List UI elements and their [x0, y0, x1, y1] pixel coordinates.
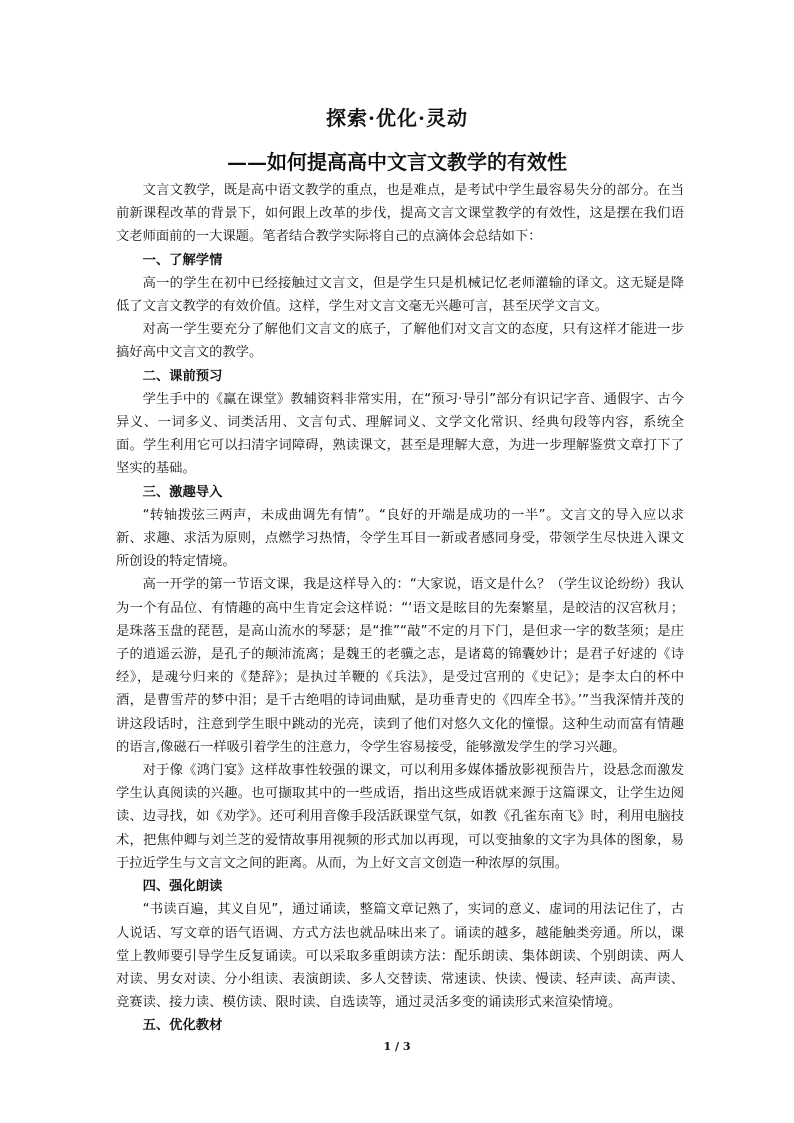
page-number: 1 / 3 — [383, 1040, 411, 1053]
section-2-paragraph-1: 学生手中的《赢在课堂》教辅资料非常实用，在“预习·导引”部分有识记字音、通假字、古今异义、一词多义、词类活用、文言句式、理解词义、文学文化常识、经典句段等内容，系统全面。学生利用它可以扫清字词障碍，熟读课文，甚至是理解大意，为进一步理解鉴赏文章打下了坚实的基础。 — [116, 391, 684, 477]
document-subtitle: ——如何提高高中文言文教学的有效性 — [227, 150, 567, 174]
section-1-paragraph-1: 高一的学生在初中已经接触过文言文，但是学生只是机械记忆老师灌输的译文。这无疑是降低了文言文教学的有效价值。这样，学生对文言文毫无兴趣可言，甚至厌学文言文。 — [116, 275, 684, 315]
section-heading-5: 五、优化教材 — [142, 1018, 223, 1034]
section-3-paragraph-2: 高一开学的第一节语文课，我是这样导入的：“大家说，语文是什么？（学生议论纷纷）我认为一个有品位、有情趣的高中生肯定会这样说：“‘语文是眩目的先秦繁星，是皎洁的汉宫秋月；是珠落玉盘的琵琶，是高山流水的琴瑟；是“推”“敲”不定的月下门，是但求一字的数茎须；是庄子的逍遥云游，是孔子的颠沛流离；是魏王的老骥之志，是诸葛的锦囊妙计；是君子好逑的《诗经》，是魂兮归来的《楚辞》；是执过羊鞭的《兵法》，是受过宫刑的《史记》；是李太白的杯中酒，是曹雪芹的梦中泪；是千古绝唱的诗词曲赋，是功垂青史的《四库全书》。’”当我深情并茂的讲这段话时，注意到学生眼中跳动的光亮，读到了他们对悠久文化的憧憬。这种生动而富有情趣的语言,像磁石一样吸引着学生的注意力，令学生容易接受，能够激发学生的学习兴趣。 — [116, 577, 684, 755]
intro-paragraph: 文言文教学，既是高中语文教学的重点，也是难点，是考试中学生最容易失分的部分。在当前新课程改革的背景下，如何跟上改革的步伐，提高文言文课堂教学的有效性，这是摆在我们语文老师面前的一大课题。笔者结合教学实际将自己的点滴体会总结如下： — [116, 183, 684, 245]
section-heading-3: 三、激趣导入 — [142, 484, 223, 500]
document-body — [116, 179, 684, 1038]
document-title: 探索·优化·灵动 — [326, 106, 468, 130]
section-1-paragraph-2: 对高一学生要充分了解他们文言文的底子，了解他们对文言文的态度，只有这样才能进一步搞好高中文言文的教学。 — [116, 322, 684, 361]
section-heading-1: 一、了解学情 — [142, 252, 223, 268]
section-3-paragraph-3: 对于像《鸿门宴》这样故事性较强的课文，可以利用多媒体播放影视预告片，设悬念而激发学生认真阅读的兴趣。也可撷取其中的一些成语，指出这些成语就来源于这篇课文，让学生边阅读、边寻找，如《劝学》。还可利用音像手段活跃课堂气氛，如教《孔雀东南飞》时，利用电脑技术，把焦仲卿与刘兰芝的爱情故事用视频的形式加以再现，可以变抽象的文字为具体的图象，易于拉近学生与文言文之间的距离。从而，为上好文言文创造一种浓厚的氛围。 — [116, 763, 684, 871]
section-heading-4: 四、强化朗读 — [142, 879, 223, 895]
section-4-paragraph-1: “书读百遍，其义自见”，通过诵读，整篇文章记熟了，实词的意义、虚词的用法记住了，古人说话、写文章的语气语调、方式方法也就品味出来了。诵读的越多，越能触类旁通。所以，课堂上教师要引导学生反复诵读。可以采取多重朗读方法：配乐朗读、集体朗读、个别朗读、两人对读、男女对读、分小组读、表演朗读、多人交替读、常速读、快读、慢读、轻声读、高声读、竞赛读、接力读、模仿读、限时读、自选读等，通过灵活多变的诵读形式来渲染情境。 — [116, 902, 684, 1011]
section-heading-2: 二、课前预习 — [142, 368, 223, 384]
section-3-paragraph-1: “转轴拨弦三两声，未成曲调先有情”。“良好的开端是成功的一半”。文言文的导入应以求新、求趣、求活为原则，点燃学习热情，令学生耳目一新或者感同身受，带领学生尽快进入课文所创设的特定情境。 — [116, 507, 684, 570]
